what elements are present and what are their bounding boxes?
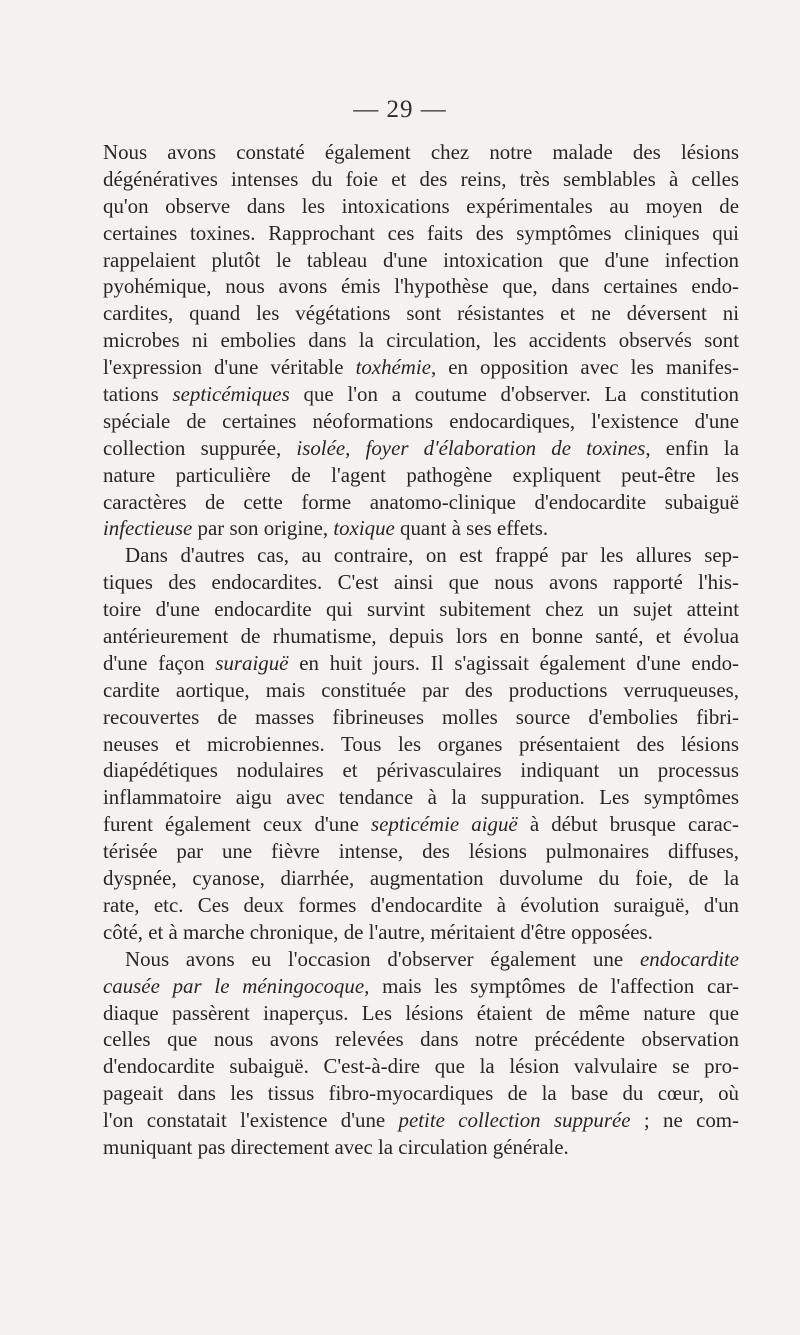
text-line <box>103 247 739 274</box>
text-line <box>103 220 739 247</box>
text-segment: , en opposition avec les manifes- <box>430 355 740 380</box>
text-line <box>103 892 739 919</box>
text-segment: toire d'une endocardite qui survint subitement chez un sujet atteint <box>103 597 739 622</box>
text-segment: recouvertes de masses fibrineuses molles source d'embolies fibri- <box>103 704 739 729</box>
text-segment: spéciale de certaines néoformations endocardiques, l'existence d'une <box>103 408 739 433</box>
text-segment: ; ne com- <box>630 1108 739 1133</box>
text-line <box>103 1053 739 1080</box>
text-segment: Nous avons eu l'occasion d'observer également une <box>125 946 640 971</box>
text-line <box>103 757 739 784</box>
text-line <box>103 515 739 542</box>
italic-text: isolée, <box>296 435 351 460</box>
text-segment: collection suppurée, <box>103 435 297 460</box>
text-segment: que l'on a coutume d'observer. La constitution <box>289 382 739 407</box>
text-line <box>103 677 739 704</box>
italic-text: foyer d'élaboration de toxines <box>365 435 646 460</box>
paragraph <box>103 946 739 1161</box>
text-segment: , mais les symptômes de l'affection car- <box>364 973 739 998</box>
text-line <box>103 542 739 569</box>
text-segment: diaque passèrent inaperçus. Les lésions étaient de même nature que <box>103 1000 739 1025</box>
text-segment: muniquant pas directement avec la circulation générale. <box>103 1134 569 1159</box>
text-line <box>103 1134 739 1161</box>
text-segment: Dans d'autres cas, au contraire, on est frappé par les allures sep- <box>125 543 739 568</box>
text-line <box>103 1000 739 1027</box>
text-segment: rappelaient plutôt le tableau d'une intoxication que d'une infection <box>103 247 739 272</box>
text-segment: côté, et à marche chronique, de l'autre, méritaient d'être opposées. <box>103 919 653 944</box>
text-segment: l'expression d'une véritable <box>103 355 356 380</box>
text-segment: nature particulière de l'agent pathogène expliquent peut-être les <box>103 462 739 487</box>
text-segment: à début brusque carac- <box>517 812 739 837</box>
text-line <box>103 946 739 973</box>
text-segment <box>350 436 365 460</box>
text-line <box>103 354 739 381</box>
paragraph <box>103 542 739 945</box>
text-line <box>103 973 739 1000</box>
text-segment: pageait dans les tissus fibro-myocardiques de la base du cœur, où <box>103 1081 739 1106</box>
text-segment: tations <box>103 382 173 407</box>
text-line <box>103 166 739 193</box>
text-line <box>103 784 739 811</box>
text-line <box>103 623 739 650</box>
text-segment: par son origine, <box>192 516 334 541</box>
page-number: — 29 — <box>353 96 447 123</box>
text-line <box>103 408 739 435</box>
text-line <box>103 139 739 166</box>
text-segment: qu'on observe dans les intoxications expérimentales au moyen de <box>103 193 739 218</box>
text-line <box>103 569 739 596</box>
body-text <box>103 139 739 1161</box>
text-segment: inflammatoire aigu avec tendance à la suppuration. Les symptômes <box>103 785 739 810</box>
text-segment: certaines toxines. Rapprochant ces faits des symptômes cliniques qui <box>103 220 739 245</box>
text-segment: rate, etc. Ces deux formes d'endocardite à évolution suraiguë, d'un <box>103 892 739 917</box>
text-line <box>103 381 739 408</box>
text-line <box>103 489 739 516</box>
paragraph <box>103 139 739 542</box>
italic-text: toxique <box>333 516 395 541</box>
text-segment: neuses et microbiennes. Tous les organes présentaient des lésions <box>103 731 739 756</box>
text-line <box>103 811 739 838</box>
text-line <box>103 435 739 462</box>
text-line <box>103 193 739 220</box>
text-segment: térisée par une fièvre intense, des lésions pulmonaires diffuses, <box>103 839 739 864</box>
text-line <box>103 300 739 327</box>
text-line <box>103 1080 739 1107</box>
text-segment: microbes ni embolies dans la circulation, les accidents observés sont <box>103 328 739 353</box>
italic-text: septicémiques <box>172 382 290 407</box>
text-segment: caractères de cette forme anatomo-clinique d'endocardite subaiguë <box>103 489 739 514</box>
text-line <box>103 273 739 300</box>
italic-text: endocardite <box>639 946 739 971</box>
text-line <box>103 838 739 865</box>
text-line <box>103 1107 739 1134</box>
italic-text: infectieuse <box>103 516 193 541</box>
text-segment: furent également ceux d'une <box>103 812 371 837</box>
text-segment: dégénératives intenses du foie et des reins, très semblables à celles <box>103 166 739 191</box>
text-segment: cardite aortique, mais constituée par des productions verruqueuses, <box>103 677 739 702</box>
text-segment: dyspnée, cyanose, diarrhée, augmentation duvolume du foie, de la <box>103 866 739 891</box>
text-line <box>103 327 739 354</box>
text-segment: Nous avons constaté également chez notre malade des lésions <box>103 140 739 164</box>
text-segment: tiques des endocardites. C'est ainsi que nous avons rapporté l'his- <box>103 570 739 595</box>
text-segment: en huit jours. Il s'agissait également d'une endo- <box>288 650 739 675</box>
text-segment: diapédétiques nodulaires et périvasculaires indiquant un processus <box>103 758 739 783</box>
text-segment: l'on constatait l'existence d'une <box>103 1108 399 1133</box>
text-line <box>103 596 739 623</box>
text-line <box>103 919 739 946</box>
text-line <box>103 462 739 489</box>
text-segment: d'une façon <box>103 650 216 675</box>
text-segment: antérieurement de rhumatisme, depuis lors en bonne santé, et évolua <box>103 624 739 649</box>
text-line <box>103 865 739 892</box>
italic-text: toxhémie <box>355 355 431 380</box>
italic-text: septicémie aiguë <box>371 812 518 837</box>
text-line <box>103 1026 739 1053</box>
text-segment: celles que nous avons relevées dans notre précédente observation <box>103 1027 739 1052</box>
italic-text: causée par le méningocoque <box>103 973 365 998</box>
text-line <box>103 650 739 677</box>
text-segment: d'endocardite subaiguë. C'est-à-dire que la lésion valvulaire se pro- <box>103 1054 739 1079</box>
text-segment: , enfin la <box>645 435 739 460</box>
italic-text: petite collection suppurée <box>398 1108 631 1133</box>
italic-text: suraiguë <box>215 650 289 675</box>
text-segment: cardites, quand les végétations sont résistantes et ne déversent ni <box>103 301 739 326</box>
text-line <box>103 704 739 731</box>
text-segment: pyohémique, nous avons émis l'hypothèse que, dans certaines endo- <box>103 274 739 299</box>
text-line <box>103 731 739 758</box>
text-segment: quant à ses effets. <box>394 516 549 541</box>
